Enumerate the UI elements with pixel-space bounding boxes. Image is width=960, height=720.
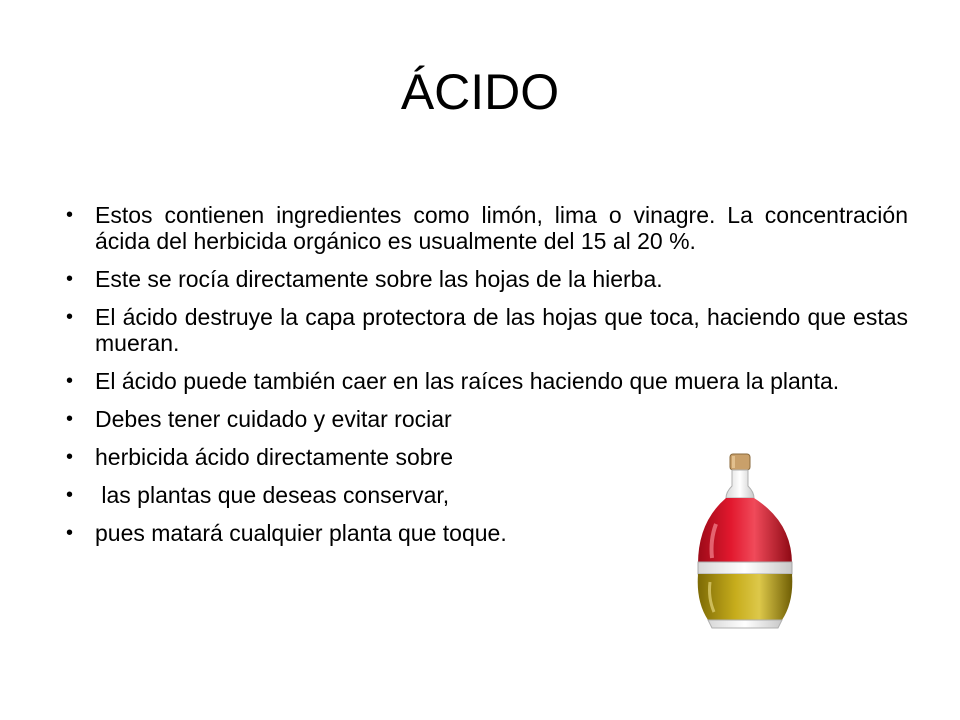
bullet-glyph: • [66, 522, 74, 544]
bullet-text: Debes tener cuidado y evitar rociar [95, 406, 452, 432]
bullet-glyph: • [66, 484, 74, 506]
bullet-glyph: • [66, 204, 74, 226]
bullet-glyph: • [66, 408, 74, 430]
bullet-item [66, 406, 908, 432]
bullet-item [66, 368, 908, 394]
bullet-text: El ácido puede también caer en las raíces haciendo que muera la planta. [95, 368, 840, 394]
bullet-text: El ácido destruye la capa protectora de las hojas que toca, haciendo que estas mueran. [95, 304, 908, 356]
vinegar-oil-bottle-icon [686, 452, 804, 632]
bullet-glyph: • [66, 306, 74, 328]
bullet-item [66, 266, 908, 292]
slide-title: ÁCIDO [400, 64, 560, 120]
bullet-item [66, 304, 908, 356]
bullet-text: pues matará cualquier planta que toque. [95, 520, 507, 546]
bullet-text: Este se rocía directamente sobre las hojas de la hierba. [95, 266, 663, 292]
bullet-text: herbicida ácido directamente sobre [95, 444, 453, 470]
bullet-text: Estos contienen ingredientes como limón, lima o vinagre. La concentración ácida del herbicida orgánico es usualmente del 15 al 20 %. [95, 202, 908, 254]
bullet-glyph: • [66, 370, 74, 392]
bullet-text: las plantas que deseas conservar, [95, 482, 450, 508]
bullet-glyph: • [66, 268, 74, 290]
bullet-glyph: • [66, 446, 74, 468]
bullet-item [66, 202, 908, 254]
